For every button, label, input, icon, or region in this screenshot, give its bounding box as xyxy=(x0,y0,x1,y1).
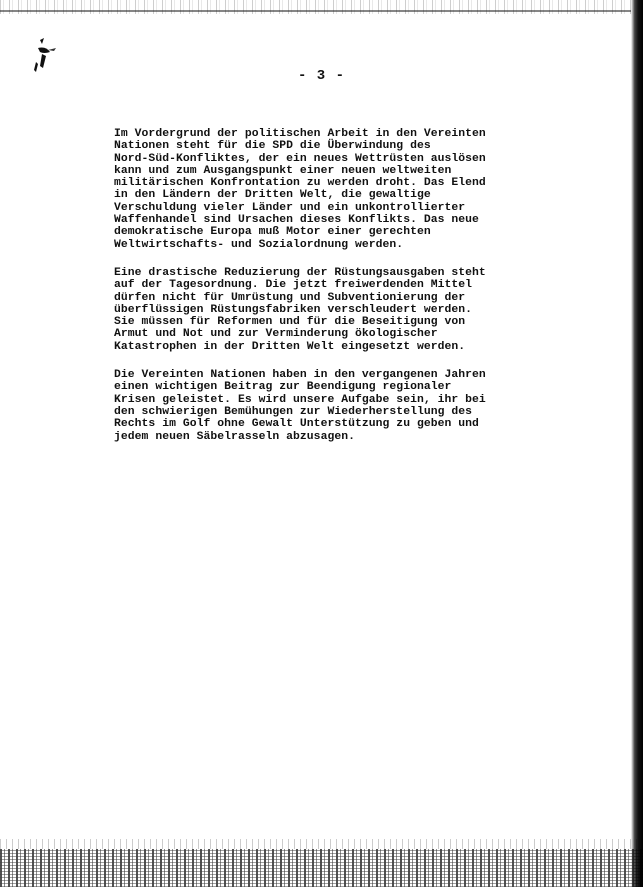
scan-edge-top xyxy=(0,10,643,12)
scan-noise-bottom xyxy=(0,849,643,887)
body-text xyxy=(114,128,514,459)
scan-noise-bottom-fade xyxy=(0,839,643,849)
paragraph-2: Eine drastische Reduzierung der Rüstungsausgaben steht auf der Tagesordnung. Die jetzt freiwerdenden Mittel dürfen nicht für Umrüstung und Subventionierung der überflüssigen Rüstungsfabriken verschleudert werden. Sie müssen für Reformen und für die Beseitigung von Armut und Not und zur Verminderung ökologischer Katastrophen in der Dritten Welt eingesetzt werden. xyxy=(114,266,486,353)
page-number: - 3 - xyxy=(297,68,345,84)
paragraph-1: Im Vordergrund der politischen Arbeit in den Vereinten Nationen steht für die SPD die Überwindung des Nord-Süd-Konfliktes, der ein neues Wettrüsten auslösen kann und zum Ausgangspunkt einer neuen weltweiten militärischen Konfrontation zu werden droht. Das Elend in den Ländern der Dritten Welt, die gewaltige Verschuldung vieler Länder und ein unkontrollierter Waffenhandel sind Ursachen dieses Konflikts. Das neue demokratische Europa muß Motor einer gerechten Weltwirtschafts- und Sozialordnung werden. xyxy=(114,128,486,251)
paragraph-3: Die Vereinten Nationen haben in den vergangenen Jahren einen wichtigen Beitrag zur Beendigung regionaler Krisen geleistet. Es wird unsere Aufgabe sein, ihr bei den schwierigen Bemühungen zur Wiederherstellung des Rechts im Golf ohne Gewalt Unterstützung zu geben und jedem neuen Säbelrasseln abzusagen. xyxy=(114,369,486,443)
scan-edge-right xyxy=(631,0,643,887)
